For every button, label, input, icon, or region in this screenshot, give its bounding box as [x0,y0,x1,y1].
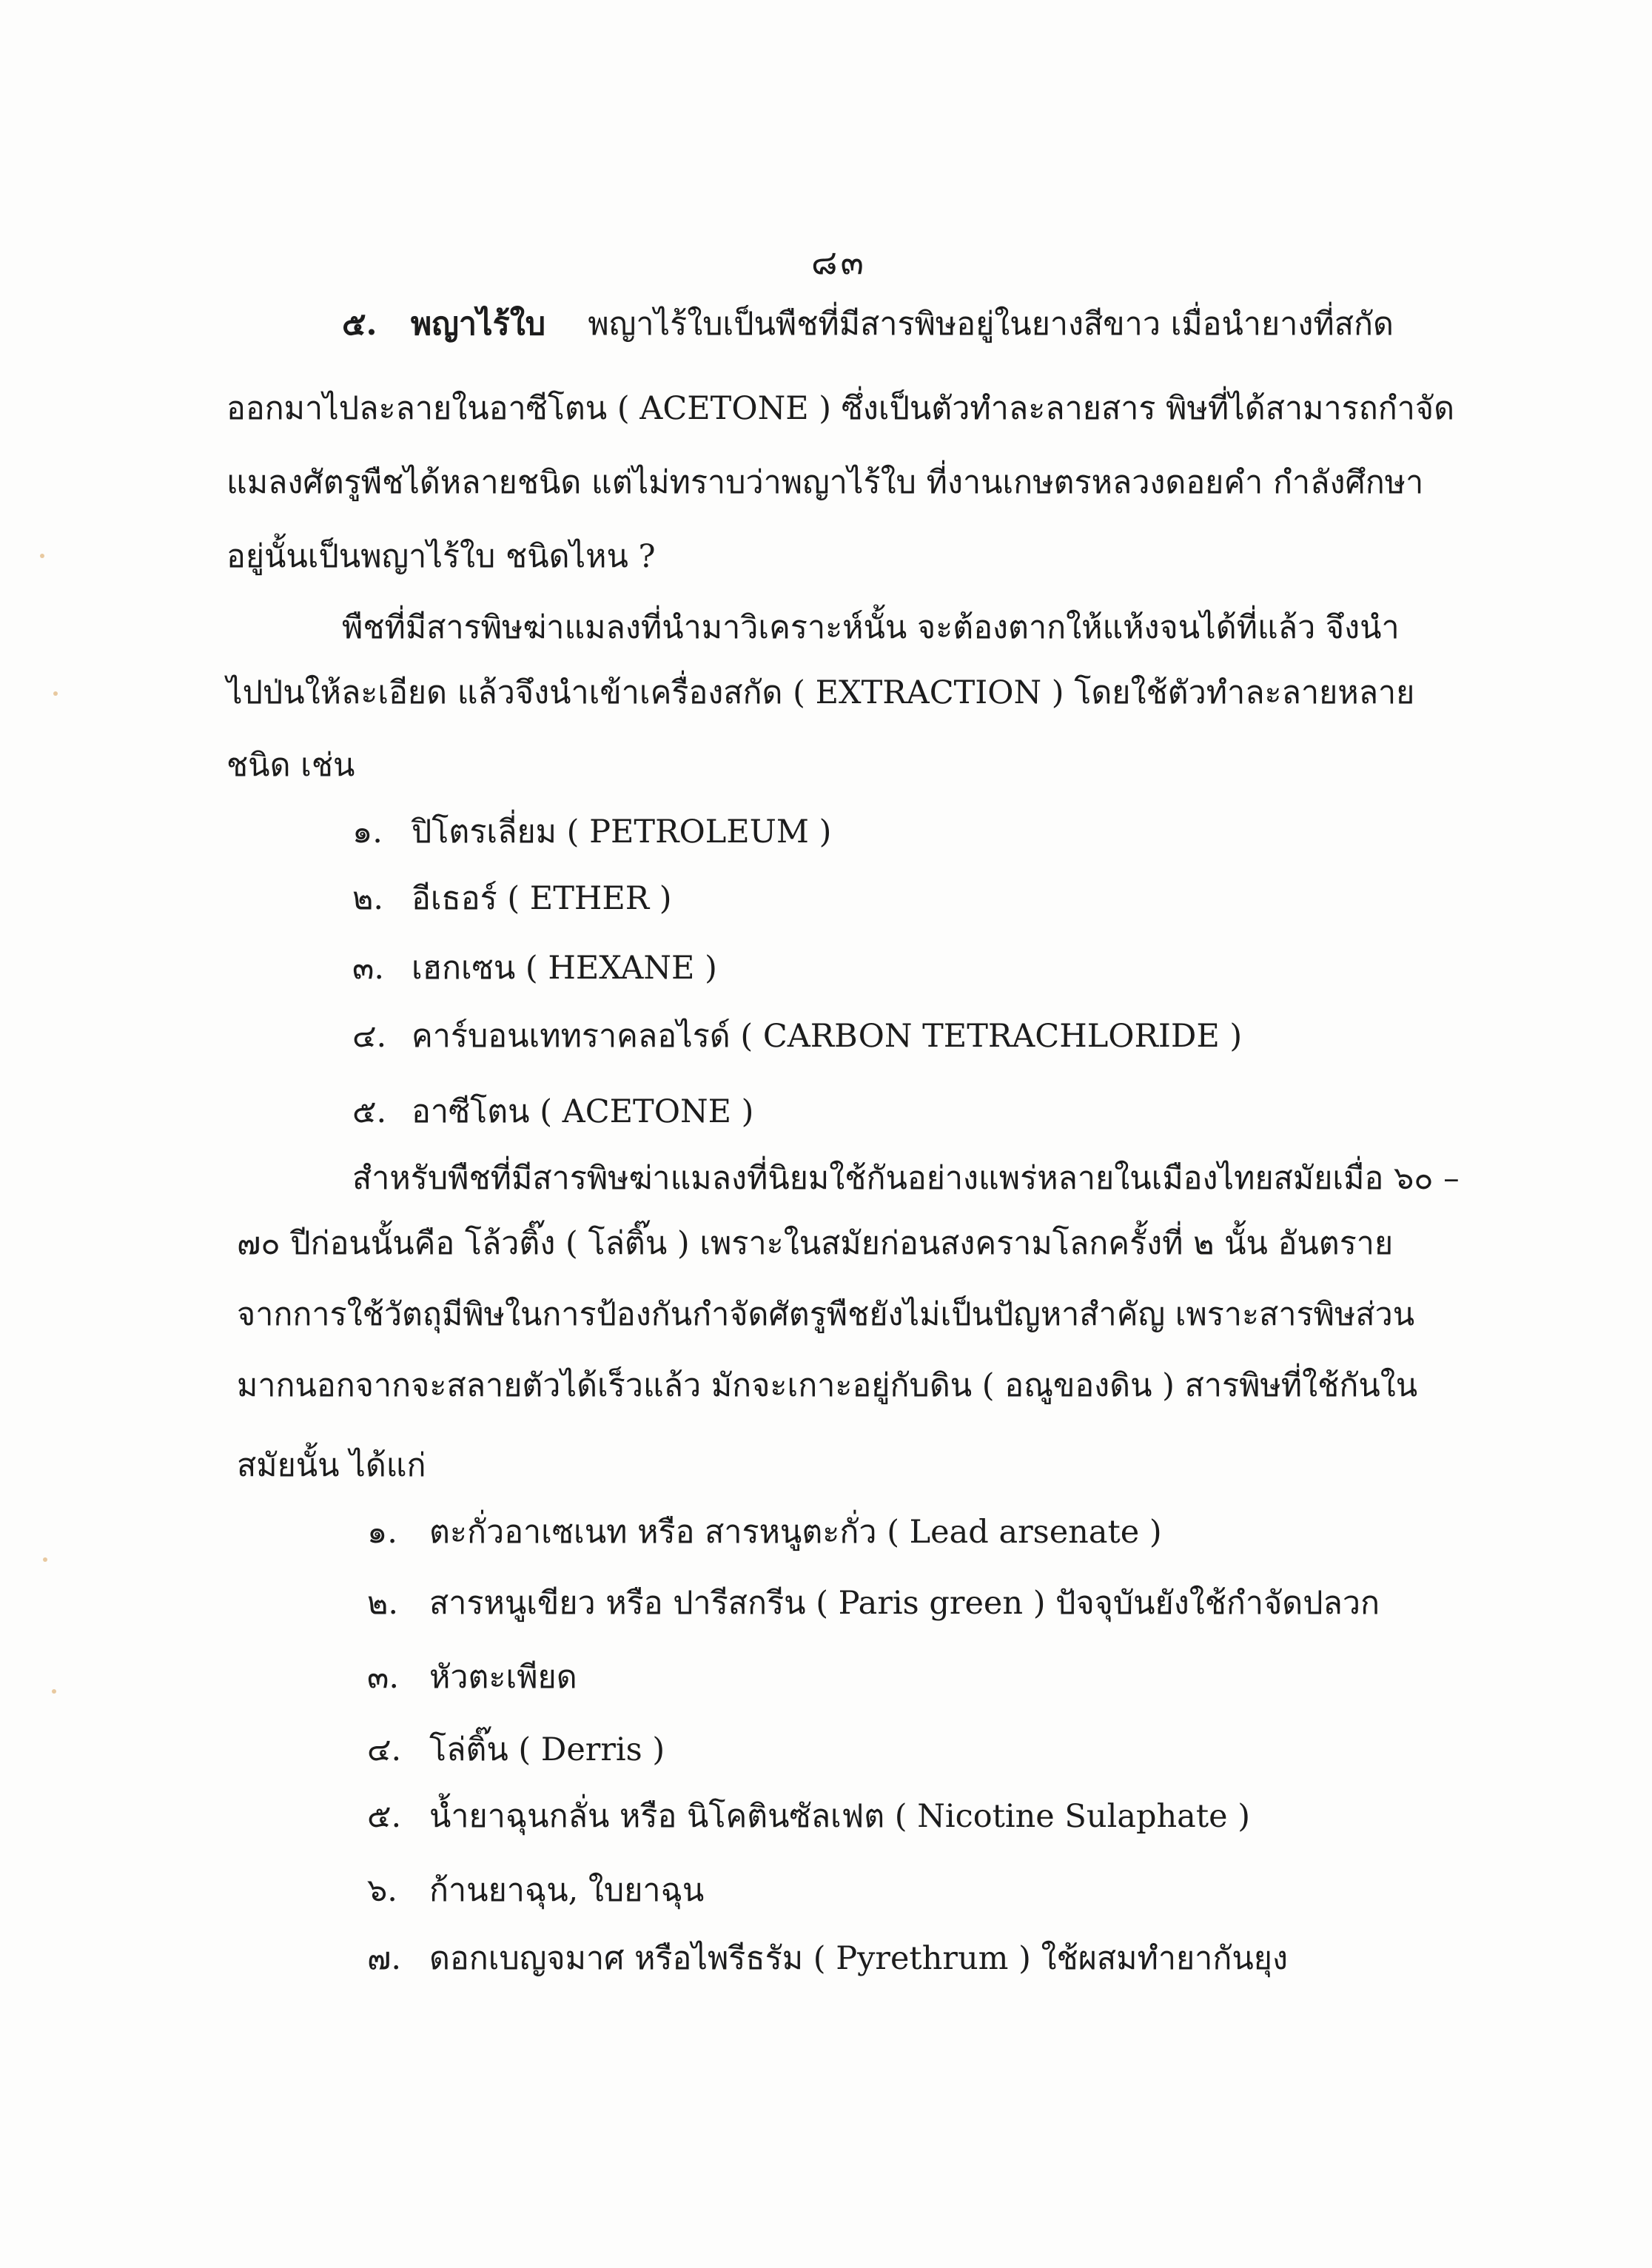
solvent-number: ๑. [352,813,383,850]
scan-speck [52,1689,56,1694]
para3-line5: สมัยนั้น ได้แก่ [237,1447,426,1484]
poison-number: ๗. [367,1940,402,1977]
solvent-number: ๕. [352,1093,387,1130]
solvent-text: ปิโตรเลี่ยม ( PETROLEUM ) [412,813,832,850]
solvent-item [352,1090,753,1134]
poison-number: ๑. [367,1514,397,1551]
section5-first-line [342,302,1394,346]
scan-speck [43,1557,47,1562]
poison-item [367,1581,1380,1625]
poison-item [367,1510,1162,1554]
section5-heading: พญาไร้ใบ [410,306,546,343]
poison-number: ๔. [367,1731,402,1768]
poison-item [367,1655,577,1700]
solvent-item [352,946,717,990]
poison-item [367,1794,1250,1839]
solvent-text: คาร์บอนเททราคลอไรด์ ( CARBON TETRACHLORIDE ) [412,1018,1243,1055]
solvent-item [352,876,672,921]
solvent-item [352,1014,1242,1058]
solvent-number: ๔. [352,1018,387,1055]
section5-line4: อยู่นั้นเป็นพญาไร้ใบ ชนิดไหน ? [226,538,656,575]
solvent-text: อาซีโตน ( ACETONE ) [412,1093,754,1130]
solvent-text: เฮกเซน ( HEXANE ) [412,950,717,987]
section5-line3: แมลงศัตรูพืชได้หลายชนิด แต่ไม่ทราบว่าพญาไร้ใบ ที่งานเกษตรหลวงดอยคำ กำลังศึกษา [226,464,1424,501]
para3-line1: สำหรับพืชที่มีสารพิษฆ่าแมลงที่นิยมใช้กันอย่างแพร่หลายในเมืองไทยสมัยเมื่อ ๖๐ – [352,1160,1460,1197]
para3-line4: มากนอกจากจะสลายตัวได้เร็วแล้ว มักจะเกาะอยู่กับดิน ( อณูของดิน ) สารพิษที่ใช้กันใน [237,1367,1418,1404]
solvent-number: ๒. [352,880,384,917]
poison-text: ตะกั่วอาเซเนท หรือ สารหนูตะกั่ว ( Lead arsenate ) [429,1514,1162,1551]
section5-line1-text: พญาไร้ใบเป็นพืชที่มีสารพิษอยู่ในยางสีขาว เมื่อนำยางที่สกัด [588,306,1394,343]
poison-number: ๕. [367,1798,402,1835]
poison-text: น้ำยาฉุนกลั่น หรือ นิโคตินซัลเฟต ( Nicotine Sulaphate ) [429,1798,1250,1835]
poison-text: สารหนูเขียว หรือ ปารีสกรีน ( Paris green ) ปัจจุบันยังใช้กำจัดปลวก [429,1585,1380,1622]
poison-number: ๖. [367,1872,397,1909]
para3-line2: ๗๐ ปีก่อนนั้นคือ โล้วติ๊ง ( โล่ติ๊น ) เพราะในสมัยก่อนสงครามโลกครั้งที่ ๒ นั้น อันตราย [237,1225,1394,1262]
poison-number: ๓. [367,1659,400,1696]
poison-text: ดอกเบญจมาศ หรือไพรีธรัม ( Pyrethrum ) ใช้ผสมทำยากันยุง [429,1940,1288,1977]
poison-item [367,1728,665,1772]
para2-line1: พืชที่มีสารพิษฆ่าแมลงที่นำมาวิเคราะห์นั้น จะต้องตากให้แห้งจนได้ที่แล้ว จึงนำ [342,609,1400,646]
poison-item [367,1936,1288,1981]
section5-line2: ออกมาไปละลายในอาซีโตน ( ACETONE ) ซึ่งเป็นตัวทำละลายสาร พิษที่ได้สามารถกำจัด [226,390,1455,427]
section5-number: ๕. [342,306,377,343]
para3-line3: จากการใช้วัตถุมีพิษในการป้องกันกำจัดศัตรูพืชยังไม่เป็นปัญหาสำคัญ เพราะสารพิษส่วน [237,1296,1415,1333]
scan-speck [40,554,44,558]
poison-number: ๒. [367,1585,399,1622]
poison-text: หัวตะเพียด [429,1659,577,1696]
para2-line3: ชนิด เช่น [226,747,355,784]
poison-text: ก้านยาฉุน, ใบยาฉุน [429,1872,705,1909]
solvent-text: อีเธอร์ ( ETHER ) [412,880,672,917]
poison-item [367,1868,704,1913]
scan-speck [53,691,58,696]
solvent-item [352,810,831,854]
solvent-number: ๓. [352,950,385,987]
para2-line2: ไปป่นให้ละเอียด แล้วจึงนำเข้าเครื่องสกัด ( EXTRACTION ) โดยใช้ตัวทำละลายหลาย [226,674,1415,711]
poison-text: โล่ติ๊น ( Derris ) [429,1731,665,1768]
page-number: ๘๓ [811,242,867,282]
